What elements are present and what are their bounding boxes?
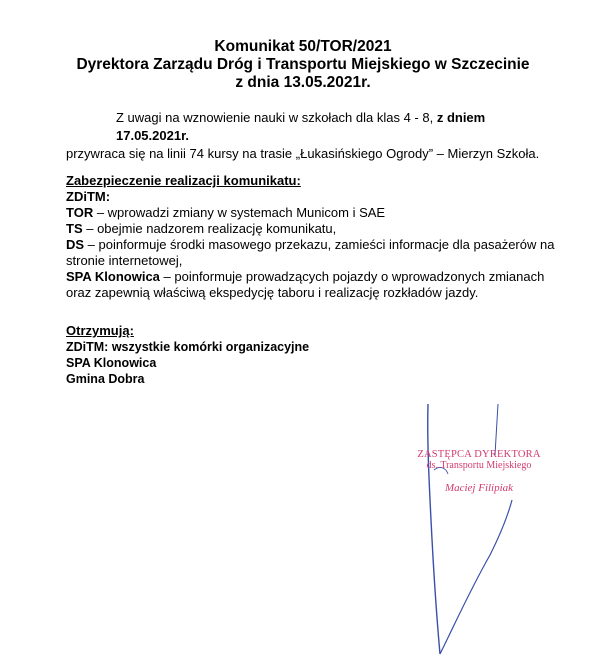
item-label: TS	[66, 221, 83, 236]
official-stamp	[414, 449, 544, 494]
recipients-title: Otrzymują:	[66, 323, 134, 338]
issuer: Dyrektora Zarządu Dróg i Transportu Miejskiego w Szczecinie	[76, 56, 530, 73]
intro-text: Z uwagi na wznowienie nauki w szkołach dla klas 4 - 8,	[116, 110, 437, 125]
item-text: – obejmie nadzorem realizację komunikatu,	[82, 221, 337, 236]
intro-effective-date: z dniem 17.05.2021r.	[116, 110, 486, 143]
intro-paragraph	[66, 109, 556, 163]
item-text: – poinformuje środki masowego przekazu, zamieści informacje dla pasażerów na stronie internetowej,	[66, 237, 555, 268]
item-label: DS	[66, 237, 85, 252]
item-label: TOR	[66, 205, 94, 220]
stamp-name: Maciej Filipiak	[444, 482, 514, 494]
item-label: SPA Klonowica	[66, 269, 160, 284]
intro-text-2: przywraca się na linii 74 kursy na trasie „Łukasińskiego Ogrody” – Mierzyn Szkoła.	[66, 146, 540, 161]
recipient-item: SPA Klonowica	[66, 356, 157, 370]
stamp-title: ZASTĘPCA DYREKTORA	[417, 449, 541, 460]
security-item-ds	[66, 237, 556, 269]
signature-stroke	[428, 404, 440, 654]
security-title: Zabezpieczenie realizacji komunikatu:	[66, 173, 301, 188]
signature-stroke	[495, 404, 498, 455]
recipient-item: Gmina Dobra	[66, 372, 145, 386]
issue-date: z dnia 13.05.2021r.	[235, 74, 371, 91]
item-text: – poinformuje prowadzących pojazdy o wprowadzonych zmianach oraz zapewnią właściwą ekspedycję taboru i realizację rozkładów jazdy.	[66, 269, 545, 300]
security-item-tor	[66, 205, 556, 221]
security-item-ts	[66, 221, 556, 237]
document-header	[0, 38, 606, 92]
stamp-subtitle: ds. Transportu Miejskiego	[426, 460, 532, 471]
communique-number: Komunikat 50/TOR/2021	[214, 38, 392, 55]
security-item-spa	[66, 269, 556, 301]
item-text: – wprowadzi zmiany w systemach Municom i SAE	[93, 205, 386, 220]
security-org: ZDiTM:	[66, 189, 111, 204]
recipients-section	[66, 323, 556, 387]
signature-stroke	[440, 500, 512, 654]
security-section	[66, 173, 556, 301]
recipient-item: ZDiTM: wszystkie komórki organizacyjne	[66, 340, 310, 354]
